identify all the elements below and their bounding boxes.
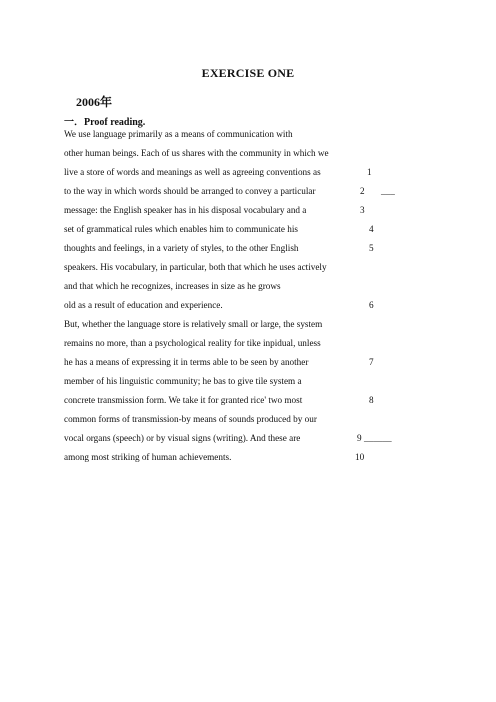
- line-number: 7: [369, 357, 374, 367]
- passage-line: vocal organs (speech) or by visual signs (writing). And these are: [64, 433, 301, 443]
- passage-line: concrete transmission form. We take it for granted rice' two most: [64, 395, 303, 405]
- line-number: 10: [355, 452, 365, 462]
- passage-line: live a store of words and meanings as well as agreeing conventions as: [64, 167, 321, 177]
- line-number: 9: [357, 433, 362, 443]
- year-heading: 2006年: [76, 95, 113, 109]
- passage-line: But, whether the language store is relatively small or large, the system: [64, 319, 323, 329]
- passage-line: We use language primarily as a means of communication with: [64, 129, 293, 139]
- passage-line: set of grammatical rules which enables him to communicate his: [64, 224, 298, 234]
- passage-line: remains no more, than a psychological reality for tike inpidual, unless: [64, 338, 321, 348]
- answer-blank: ___: [381, 186, 395, 196]
- passage-line: common forms of transmission-by means of sounds produced by our: [64, 414, 317, 424]
- passage-line: member of his linguistic community; he bas to give tile system a: [64, 376, 302, 386]
- passage-line: and that which he recognizes, increases in size as he grows: [64, 281, 281, 291]
- line-number: 5: [369, 243, 374, 253]
- section-heading: 一．Proof reading.: [64, 117, 146, 128]
- line-number: 3: [360, 205, 365, 215]
- passage-line: among most striking of human achievements.: [64, 452, 232, 462]
- answer-blank: ______: [364, 433, 392, 443]
- passage-line: thoughts and feelings, in a variety of styles, to the other English: [64, 243, 299, 253]
- line-number: 2: [360, 186, 365, 196]
- exercise-title: EXERCISE ONE: [201, 66, 295, 80]
- passage-line: to the way in which words should be arranged to convey a particular: [64, 186, 316, 196]
- passage-line: he has a means of expressing it in terms able to be seen by another: [64, 357, 309, 367]
- passage-line: speakers. His vocabulary, in particular, both that which he uses actively: [64, 262, 327, 272]
- line-number: 1: [367, 167, 372, 177]
- passage-line: other human beings. Each of us shares with the community in which we: [64, 148, 329, 158]
- passage-line: old as a result of education and experience.: [64, 300, 223, 310]
- line-number: 6: [369, 300, 374, 310]
- line-number: 4: [369, 224, 374, 234]
- passage-line: message: the English speaker has in his disposal vocabulary and a: [64, 205, 307, 215]
- line-number: 8: [369, 395, 374, 405]
